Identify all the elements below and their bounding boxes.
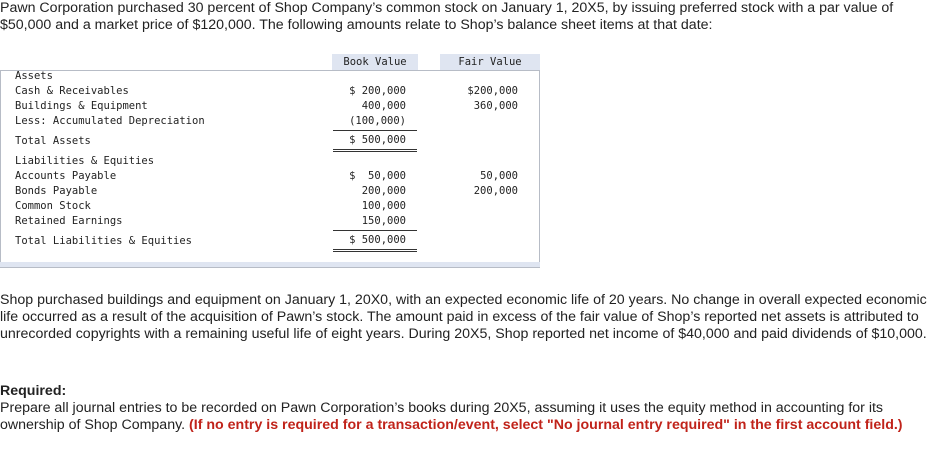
subtotal-rule (333, 130, 417, 131)
fair-value-cell: 200,000 (473, 185, 518, 197)
row-label: Retained Earnings (15, 215, 123, 227)
table-bottom-bar (0, 262, 540, 267)
book-value-cell: (100,000) (349, 115, 406, 127)
fair-value-cell: 50,000 (480, 170, 518, 182)
book-value-cell: 100,000 (361, 200, 406, 212)
book-value-header: Book Value (332, 54, 418, 70)
problem-intro: Pawn Corporation purchased 30 percent of Shop Company’s common stock on January 1, 20X5, by issuing preferred stock with a par value of $50,000 and a market price of $120,000. The following amounts relate to Shop’s balance sheet items at that date: (0, 0, 894, 33)
total-liabilities-value: $ 500,000 (349, 234, 406, 246)
book-value-cell: 200,000 (361, 185, 406, 197)
double-rule-top (333, 249, 417, 250)
row-label: Bonds Payable (15, 185, 98, 197)
liabilities-heading: Liabilities & Equities (15, 155, 155, 167)
book-value-cell: $ 200,000 (349, 85, 406, 97)
required-text: Prepare all journal entries to be recorded on Pawn Corporation’s books during 20X5, assuming it uses the equity method in accounting for its ownership of Shop Company. (0, 400, 884, 433)
row-label: Common Stock (15, 200, 91, 212)
total-liabilities-label: Total Liabilities & Equities (15, 235, 193, 247)
total-assets-value: $ 500,000 (349, 134, 406, 146)
total-assets-label: Total Assets (15, 135, 91, 147)
fair-value-cell: $200,000 (467, 85, 518, 97)
double-rule-bottom (333, 251, 417, 252)
fair-value-cell: 360,000 (473, 100, 518, 112)
row-label: Less: Accumulated Depreciation (15, 115, 205, 127)
balance-sheet-table (0, 54, 540, 267)
row-label: Accounts Payable (15, 170, 117, 182)
book-value-cell: 150,000 (361, 215, 406, 227)
row-label: Buildings & Equipment (15, 100, 148, 112)
assets-heading: Assets (15, 70, 53, 82)
book-value-cell: 400,000 (361, 100, 406, 112)
problem-details: Shop purchased buildings and equipment on January 1, 20X0, with an expected economic life of 20 years. No change in overall expected economic life occurred as a result of the acquisition of Pawn’s stock. The amount paid in excess of the fair value of Shop’s reported net assets is attributed to unrecorded copyrights with a remaining useful life of eight years. During 20X5, Shop reported net income of $40,000 and paid dividends of $10,000. (0, 292, 927, 342)
double-rule-bottom (333, 151, 417, 152)
book-value-cell: $ 50,000 (349, 170, 406, 182)
required-heading: Required: (0, 383, 67, 399)
required-note: (If no entry is required for a transaction/event, select "No journal entry required" in the first account field.) (189, 417, 903, 433)
row-label: Cash & Receivables (15, 85, 129, 97)
double-rule-top (333, 149, 417, 150)
fair-value-header: Fair Value (440, 54, 540, 70)
required-instructions (0, 400, 940, 434)
subtotal-rule (333, 230, 417, 231)
